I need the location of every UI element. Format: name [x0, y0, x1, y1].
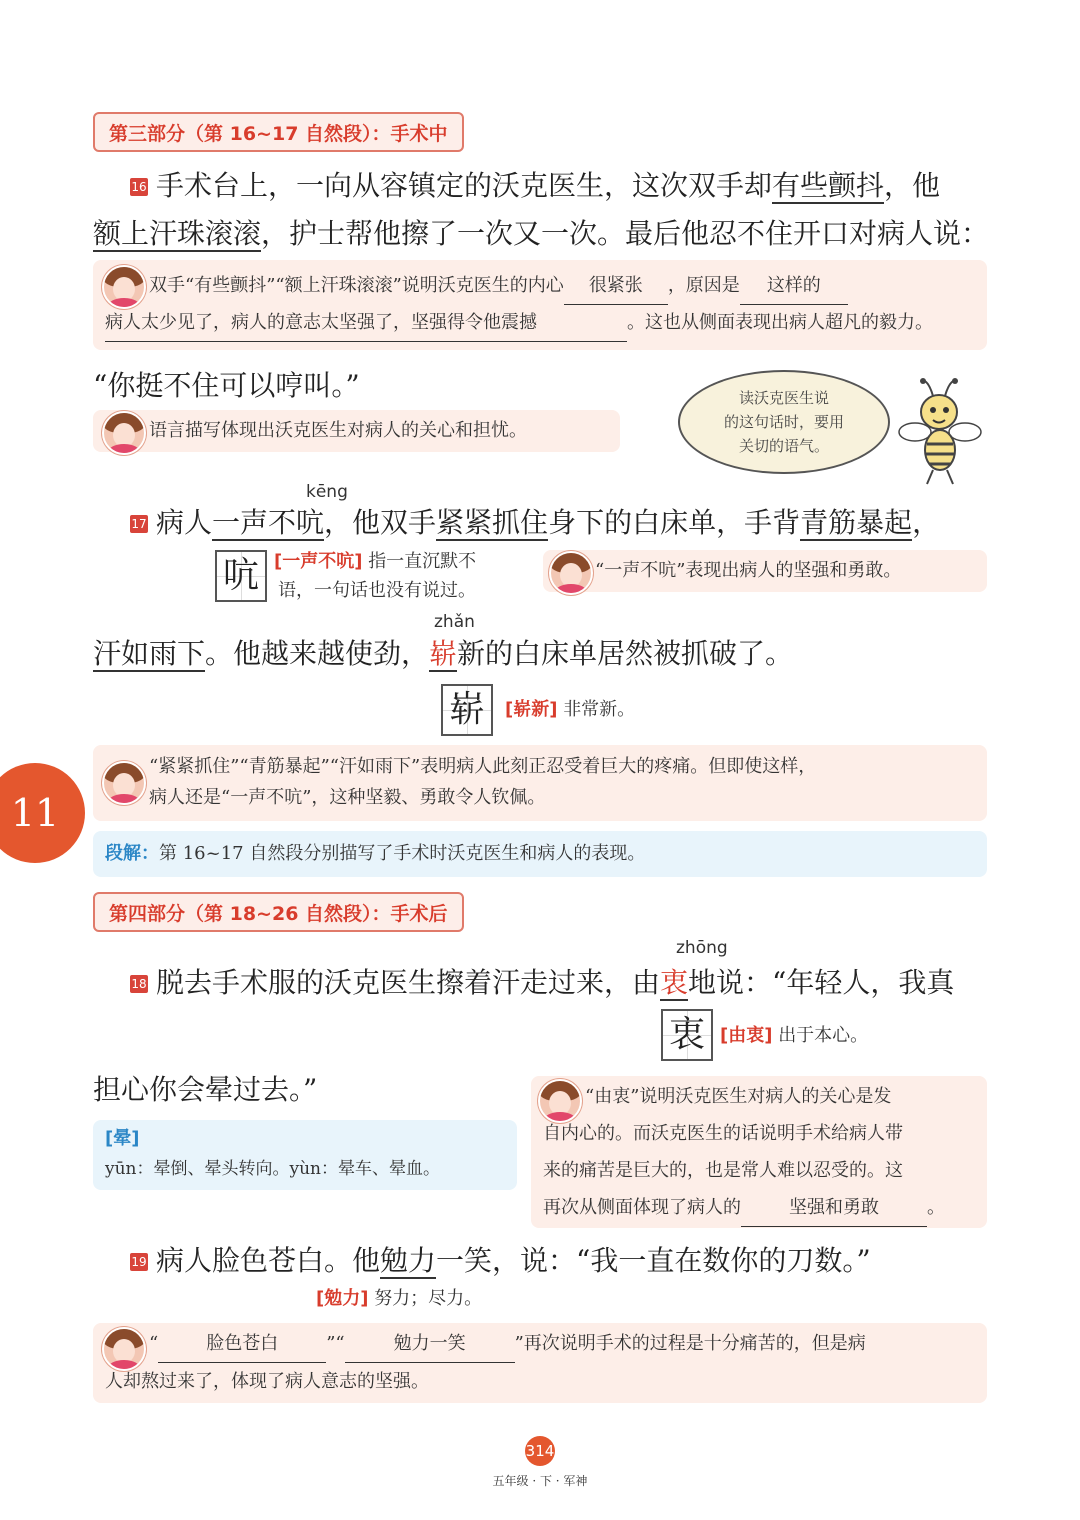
note-line-4 — [543, 1189, 945, 1227]
underlined-phrase: 青筋暴起 — [800, 506, 913, 539]
term: [勉力] — [316, 1288, 369, 1309]
text-span: 病人脸色苍白。他 — [156, 1244, 381, 1277]
text-span: 指一直沉默不 — [368, 551, 477, 572]
annotation-note-16b — [93, 410, 620, 452]
note-text: yūn：晕倒、晕头转向。yùn：晕车、晕血。 — [105, 1159, 441, 1179]
term: [崭新] — [505, 699, 558, 720]
bubble-line-3: 关切的语气。 — [738, 437, 829, 455]
note-line-2: 自内心的。而沃克医生的话说明手术给病人带 — [543, 1123, 903, 1144]
paragraph-16-line-2 — [93, 214, 989, 254]
definition-mianli — [316, 1284, 482, 1314]
text-span: 。他越来越使劲， — [205, 637, 430, 670]
annotation-note-17a — [543, 550, 987, 592]
summary-label: 段解： — [105, 843, 159, 864]
paragraph-19 — [130, 1241, 871, 1281]
text-span: 。 — [927, 1197, 945, 1218]
underlined-phrase: 一声不吭 — [212, 506, 325, 539]
text-span: 非常新。 — [563, 699, 636, 720]
teacher-avatar-icon — [549, 551, 593, 595]
answer-blank: 脸色苍白 — [158, 1325, 326, 1363]
underlined-phrase: 有些颤抖 — [772, 169, 885, 202]
page-number: 314 — [525, 1436, 555, 1466]
text-span: 身下的白床单，手背 — [548, 506, 801, 539]
answer-blank: 很紧张 — [564, 267, 668, 305]
definition-yishengbukeng — [274, 547, 476, 577]
text-span: “ — [149, 1333, 159, 1354]
term: [晕] — [105, 1128, 140, 1149]
pinyin-zhong: zhōng — [676, 938, 728, 958]
bubble-line-2: 的这句话时，要用 — [723, 413, 844, 431]
text-span: 手术台上，一向从容镇定的沃克医生，这次双手却 — [156, 169, 773, 202]
text-span: 一笑，说：“我一直在数你的刀数。” — [436, 1244, 871, 1277]
section-label-part4: 第四部分（第 18~26 自然段）：手术后 — [93, 892, 464, 932]
highlighted-character: 衷 — [660, 966, 689, 999]
text-span: ， — [912, 506, 941, 539]
text-span: 新的白床单居然被抓破了。 — [457, 637, 794, 670]
speech-bubble — [678, 370, 890, 474]
definition-line-2: 语，一句话也没有说过。 — [278, 580, 476, 601]
answer-blank: 勉力一笑 — [345, 1325, 515, 1363]
pinyin-keng: kēng — [306, 482, 348, 502]
text-span: ，他双手 — [324, 506, 437, 539]
text-span: 双手“有些颤抖”“额上汗珠滚滚”说明沃克医生的内心 — [149, 275, 564, 296]
paragraph-18-line-1 — [130, 963, 954, 1003]
bubble-line-1: 读沃克医生说 — [738, 389, 829, 407]
note-line-1 — [149, 267, 848, 305]
answer-blank: 这样的 — [740, 267, 848, 305]
note-line-2: 病人还是“一声不吭”，这种坚毅、勇敢令人钦佩。 — [149, 787, 546, 808]
teacher-avatar-icon — [102, 265, 146, 309]
note-line-1: “紧紧抓住”“青筋暴起”“汗如雨下”表明病人此刻正忍受着巨大的疼痛。但即使这样， — [149, 756, 817, 777]
annotation-note-19 — [93, 1323, 987, 1403]
definition-zhanxin — [505, 695, 635, 725]
annotation-note-17b — [93, 745, 987, 821]
teacher-avatar-icon — [102, 411, 146, 455]
term: [由衷] — [720, 1025, 773, 1046]
underlined-phrase: 额上汗珠滚滚 — [93, 217, 262, 250]
annotation-note-18 — [531, 1076, 987, 1228]
paragraph-summary — [93, 831, 987, 877]
text-span: 努力；尽力。 — [374, 1288, 483, 1309]
paragraph-17-line-2 — [93, 634, 793, 674]
paragraph-16-line-1 — [130, 166, 940, 206]
note-line-2: 人却熬过来了，体现了病人意志的坚强。 — [105, 1371, 429, 1392]
unit-number-badge: 11 — [0, 763, 85, 863]
summary-text — [105, 835, 645, 872]
text-span: 地说：“年轻人，我真 — [688, 966, 955, 999]
note-line-1 — [149, 1325, 866, 1363]
bee-mascot-icon — [893, 378, 988, 488]
answer-blank: 坚强和勇敢 — [741, 1189, 927, 1227]
character-box-zhong: 衷 — [661, 1009, 713, 1061]
text-span: ，护士帮他擦了一次又一次。最后他忍不住开口对病人说： — [261, 217, 990, 250]
paragraph-number: 16 — [131, 180, 147, 194]
paragraph-17-line-1 — [130, 503, 940, 543]
text-span: 第 16~17 自然段分别描写了手术时沃克医生和病人的表现。 — [159, 843, 646, 864]
underlined-phrase: 汗如雨下 — [93, 637, 206, 670]
note-line-1: “由衷”说明沃克医生对病人的关心是发 — [585, 1086, 892, 1107]
answer-blank: 病人太少见了，病人的意志太坚强了，坚强得令他震撼 — [105, 304, 627, 342]
text-span: ”“ — [326, 1333, 345, 1354]
paragraph-18-line-2: 担心你会晕过去。” — [93, 1073, 318, 1106]
text-span: ”再次说明手术的过程是十分痛苦的，但是病 — [514, 1333, 866, 1354]
text-span: 再次从侧面体现了病人的 — [543, 1197, 741, 1218]
text-span: 出于本心。 — [778, 1025, 869, 1046]
note-line-2 — [105, 304, 933, 342]
underlined-phrase: 紧紧抓住 — [436, 506, 549, 539]
text-span: ，原因是 — [667, 275, 740, 296]
highlighted-character: 崭 — [429, 637, 458, 670]
character-box-keng: 吭 — [215, 550, 267, 602]
teacher-avatar-icon — [102, 761, 146, 805]
text-span: 病人 — [156, 506, 213, 539]
note-line-3: 来的痛苦是巨大的，也是常人难以忍受的。这 — [543, 1160, 903, 1181]
text-span: ，他 — [884, 169, 941, 202]
underlined-phrase: 勉力 — [380, 1244, 437, 1277]
term: [一声不吭] — [274, 551, 363, 572]
note-text: 语言描写体现出沃克医生对病人的关心和担忧。 — [149, 420, 527, 441]
paragraph-number: 19 — [131, 1255, 147, 1269]
paragraph-number: 17 — [131, 517, 147, 531]
definition-youzhong — [720, 1021, 868, 1051]
text-span: 。这也从侧面表现出病人超凡的毅力。 — [627, 312, 933, 333]
note-text: “一声不吭”表现出病人的坚强和勇敢。 — [595, 560, 902, 581]
text-span: 脱去手术服的沃克医生擦着汗走过来，由 — [156, 966, 661, 999]
character-box-zhan: 崭 — [441, 684, 493, 736]
footer-caption: 五年级 · 下 · 军神 — [492, 1474, 588, 1488]
section-label-part3: 第三部分（第 16~17 自然段）：手术中 — [93, 112, 464, 152]
word-note-yun — [93, 1120, 517, 1190]
quote-line: “你挺不住可以哼叫。” — [93, 369, 360, 402]
annotation-note-16 — [93, 260, 987, 350]
paragraph-number: 18 — [131, 977, 147, 991]
pinyin-zhan: zhǎn — [434, 612, 475, 632]
